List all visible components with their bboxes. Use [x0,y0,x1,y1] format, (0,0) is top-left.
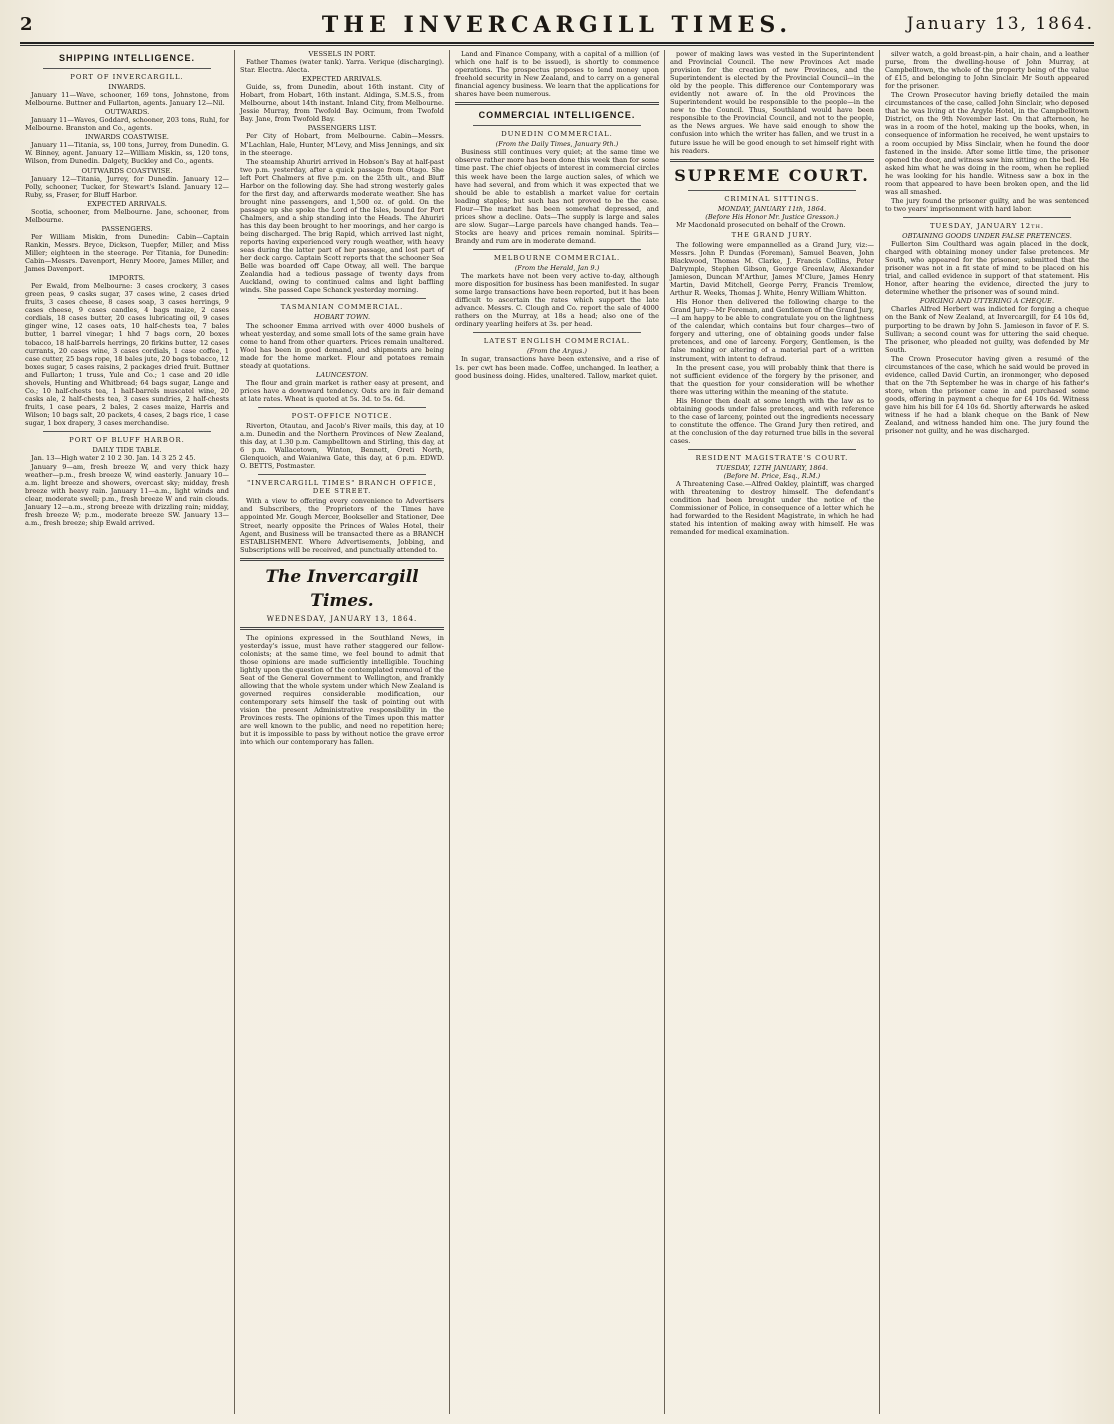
resident-date: TUESDAY, 12TH JANUARY, 1864. [715,464,829,473]
bluff-heading: PORT OF BLUFF HARBOR. [69,436,185,445]
coastwise-in-text: January 11—Titania, ss, 100 tons, Jurrey, from Dunedin. G. W. Binney, agent. January 12—William Miskin, ss, 120 tons, Wilson, from Dunedin. Dalgety, Buckley and Co., agents. [25,141,229,166]
column-1 [20,50,235,1414]
imports-label: IMPORTS. [109,274,145,283]
imports-text: Per Ewald, from Melbourne: 3 cases crockery, 3 cases green peas, 9 casks sugar, 37 cases wine, 2 cases dried fruits, 3 cases cheese, 8 cases soap, 3 cases herrings, 9 cases cheese, 9 cases candles, 4 bags maize, 2 cases cordials, 18 cases butter, 20 cases lubricating oil, 9 cases ginger wine, 12 cases oats, 10 half-chests tea, 7 bales butter, 1 barrel vinegar; 1 hhd 7 bags corn, 20 boxes tobacco, 18 half-barrels herrings, 20 firkins butter, 12 cases currants, 20 cases wine, 3 cases cordials, 1 case coffee, 1 case cutter, 25 bags rope, 18 bales jute, 20 bags tobacco, 12 boxes sugar, 5 cases raisins, 2 packages dried fruit. Buttner and Fullarton; 1 truss, Yule and Co.; 1 case and 20 idle shovels, Hunting and Whitbread; 64 bags sugar, Lange and Co.; 10 half-chests tea, 1 half-barrels muscatel wine, 20 casks ale, 2 half-chests tea, 3 cases sundries, 2 half-chests fruits, 1 case pears, 2 bales, 2 cases maize, Harris and Wilson; 10 bags salt, 20 packets, 4 cases, 2 bags rice, 1 case sugar, 1 box drapery, 3 cases merchandise. [25,282,229,427]
coastwise-out-text: January 12—Titania, Jurrey, for Dunedin. January 12—Polly, schooner, Tucker, for Stewart's Island. January 12—Ruby, ss, Fraser, for Bluff Harbor. [25,174,229,199]
grand-jury-heading: THE GRAND JURY. [731,230,813,239]
melbourne-heading: MELBOURNE COMMERCIAL. [493,253,621,262]
tasmania-subheading: HOBART TOWN. [313,313,371,322]
expected-label: EXPECTED ARRIVALS. [87,199,167,208]
dunedin-subheading: (From the Daily Times, January 9th.) [495,140,619,149]
newspaper-title: THE INVERCARGILL TIMES. [321,12,793,38]
court-text-5: His Honor then dealt at some length with the law as to obtaining goods under false pretences, and with reference to the case of larceny, pointed out the ingredients necessary to constitute the offence. The Grand Jury then retired, and at the conclusion of the day returned true bills in the several cases. [670,396,874,445]
column-4 [665,50,880,1414]
vessels-label: VESSELS IN PORT. [308,50,376,58]
passengers-text: Per William Miskin, from Dunedin: Cabin—Captain Rankin, Messrs. Bryce, Dickson, Tuepfer, Miller, and Miss Miller; eighteen in the steerage. Per Titania, for Dunedin: Cabin—Messrs. Davenport, Henry Moore, James Miller, and James Davenport. [25,232,229,274]
tuesday-heading: TUESDAY, JANUARY 12th. [930,221,1044,230]
trial-text-4: Charles Alfred Herbert was indicted for forging a cheque on the Bank of New Zealand, at Invercargill, for £4 10s 6d, purporting to be drawn by John S. Jamieson in favor of F. S. Sullivan; a second count was for uttering the said cheque. The prisoner, who pleaded not guilty, was defended by Mr South. [885,305,1089,354]
trial-text-2: The Crown Prosecutor having briefly detailed the main circumstances of the case, called John Sinclair, who deposed that he was living at the Argyle Hotel, in the Campbelltown District, on the 9th November last. On that afternoon, he was in a room of the hotel, making up the books, when, in consequence of information he received, he went upstairs to a room occupied by Miss Sinclair, when he found the door fastened in the inside. After some little time, the prisoner opened the door, and witness saw him sitting on the bed. He asked him what he was doing in the room, when he replied he was looking for his handle. Witness saw a box in the room that appeared to have been broken open, and the lid was all smashed. [885,91,1089,196]
resident-magistrate: (Before M. Price, Esq., R.M.) [723,472,821,481]
latest-subheading: (From the Argus.) [527,347,587,356]
shipping-narrative: The steamship Ahuriri arrived in Hobson's Bay at half-past two p.m. yesterday, after a quick passage from Otago. She left Port Chalmers at five p.m. on the 25th ult., and Bluff Harbor on the following day. She had strong westerly gales for the first day, and afterwards moderate weather. She has brought nine passengers, and 1,500 oz. of gold. On the passage up she spoke the Lord of the Isles, bound for Port Chalmers, and a ship standing into the Heads. The Ahuriri has this day been brought to her moorings, and her cargo is being discharged. The brig Rapid, which arrived last night, reports having experienced very rough weather, with heavy seas during the latter part of her passage, and lost part of her deck cargo. Captain Scott reports that the schooner Sea Belle was boarded off Cape Otway, all well. The barque Zealandia had a tedious passage of twenty days from Auckland, owing to continued calms and light baffling winds. She passed Cape Schanck yesterday morning. [240,157,444,295]
tides-text: Jan. 13—High water 2 10 2 30. Jan. 14 3 25 2 45. [31,454,196,463]
column-5 [880,50,1094,1414]
editorial-text: The opinions expressed in the Southland News, in yesterday's issue, must have rather staggered our fellow-colonists; at the same time, we feel bound to admit that those opinions are made sufficiently intelligible. Touching lightly upon the question of the contemplated removal of the Seat of the General Government to Wellington, and frankly allowing that the whole system under which New Zealand is governed requires considerable modification, our contemporary sets himself the task of pointing out with vision the present Administrative responsibility in the Provinces rests. The opinions of the Times upon this matter are well known to the public, and need no repetition here; but it is impossible to pass by without notice the grave error into which our contemporary has fallen. [240,633,444,747]
court-heading: SUPREME COURT. [674,165,870,185]
resident-heading: RESIDENT MAGISTRATE'S COURT. [695,454,849,463]
trial-text-1: silver watch, a gold breast-pin, a hair chain, and a leather purse, from the dwelling-house of John Murray, at Campbelltown, the whole of the property being of the value of £15, and belonging to John Sinclair. Mr South appeared for the prisoner. [885,50,1089,91]
post-office-heading: POST-OFFICE NOTICE. [291,411,393,420]
verdict-text: The jury found the prisoner guilty, and he was sentenced to two years' imprisonment with hard labor. [885,196,1089,213]
masthead-rule [20,45,1094,46]
court-text-3: His Honor then delivered the following charge to the Grand Jury:—Mr Foreman, and Gentlemen of the Grand Jury,—I am happy to be able to congratulate you on the lightness of the calendar, which contains but four charges—two of forgery and uttering, one of obtaining goods under false pretences, and one of larceny. Forgery, Gentlemen, is the false making or altering of a material part of a written instrument, with intent to defraud. [670,298,874,363]
trial-text-3: Fullerton Sim Coulthard was again placed in the dock, charged with obtaining money under false pretences. Mr South, who appeared for the prisoner, submitted that the prisoner was not in a fit state of mind to be placed on his trial, and called evidence in support of that statement. His Honor, after hearing the evidence, directed the jury to determine whether the prisoner was of sound mind. [885,240,1089,297]
coastwise-in-label: INWARDS COASTWISE. [85,133,169,142]
outwards-label: OUTWARDS. [104,108,150,117]
page-number: 2 [20,14,33,35]
post-office-text: Riverton, Otautau, and Jacob's River mails, this day, at 10 a.m. Dunedin and the Northern Provinces of New Zealand, this day, at 1.30 p.m. Campbelltown and Stirling, this day, at 6 p.m. Wallacetown, Winton, Bennett, Oreti North, Glenquoich, and Waianiwa Gate, this day, at 6 p.m. EDWD. O. BETTS, Postmaster. [240,422,444,471]
editorial-continued: power of making laws was vested in the Superintendent and Provincial Council. The new Provinces Act made provision for the creation of new Provinces, and the Superintendent is elected by the Provincial Council—in the old by the people. This difference our Contemporary was evidently not aware of. In the old Provinces the Superintendent would be responsible to the people—in the new to the Council. Thus, Southland would have been responsible to the Provincial Council, and not to the people, as the News argues. We have said enough to show the confusion into which the writer has fallen, and we trust in a future issue he will be good enough to set himself right with his readers. [670,50,874,155]
criminal-judge: (Before His Honor Mr. Justice Gresson.) [705,212,839,221]
false-pretences-heading: OBTAINING GOODS UNDER FALSE PRETENCES. [902,231,1072,240]
coastwise-out-label: OUTWARDS COASTWISE. [81,166,173,175]
outwards-text: January 11—Waves, Goddard, schooner, 203 tons, Ruhl, for Melbourne. Branston and Co., agents. [25,116,229,133]
court-text-1: Mr Macdonald prosecuted on behalf of the Crown. [676,220,846,229]
court-text-4: In the present case, you will probably think that there is not sufficient evidence of the forgery by the prisoner, and that the question for your consideration will be whether there was uttering within the meaning of the statute. [670,363,874,396]
dunedin-heading: DUNEDIN COMMERCIAL. [501,130,613,139]
criminal-heading: CRIMINAL SITTINGS. [724,194,820,203]
branch-office-text: With a view to offering every convenience to Advertisers and Subscribers, the Proprietors of the Times have appointed Mr. Gough Mercer, Bookseller and Stationer, Dee Street, nearly opposite the Princes of Wales Hotel, their Agent, and Business will be transacted there as a BRANCH ESTABLISHMENT. Where Advertisements, Jobbing, and Subscriptions will be received, and punctually attended to. [240,497,444,554]
passenger-list-text: Per City of Hobart, from Melbourne. Cabin—Messrs. M'Lachlan, Hale, Hunter, M'Levy, and Miss Jennings, and six in the steerage. [240,132,444,157]
branch-office-heading: "INVERCARGILL TIMES" BRANCH OFFICE, DEE STREET. [247,479,437,496]
forging-heading: FORGING AND UTTERING A CHEQUE. [919,297,1055,306]
court-text-2: The following were empannelled as a Grand Jury, viz:—Messrs. John P. Dundas (Foreman), Samuel Beaven, John Blackwood, Thomas M. Clarke, J. Francis Collins, Peter Dalrymple, Stephen Gibson, George Greenlaw, Alexander Jamieson, Duncan M'Arthur, James M'Clure, James Henry Martin, David Mitchell, George Perry, Francis Tremlow, Arthur R. Weeks, Thomas J. White, Henry William Whitton. [670,240,874,298]
tasmania-text: The schooner Emma arrived with over 4000 bushels of wheat yesterday, and some small lots of the same grain have come to hand from other quarters. Prices remain unaltered. Wool has been in good demand, and shipments are being made for the home market. Flour and potatoes remain steady at quotations. [240,321,444,370]
shipping-heading: SHIPPING INTELLIGENCE. [58,53,195,63]
tides-label: DAILY TIDE TABLE. [92,446,162,455]
port-heading: PORT OF INVERCARGILL. [70,73,184,81]
launceston-heading: LAUNCESTON. [315,370,369,379]
finance-text: Land and Finance Company, with a capital of a million (of which one half is to be issued), is shortly to commence operations. The prospectus proposes to lend money upon freehold security in New Zealand, and to carry on a general financial agency business. We learn that the applications for shares have been numerous. [455,50,659,99]
melbourne-text: The markets have not been very active to-day, although more disposition for business has been manifested. In sugar some large transactions have been reported, but it has been difficult to ascertain the rates which support the late advance. Messrs. C. Clough and Co. report the sale of 4000 rathers on the Murray, at 18s a head; also one of the ordinary yearling heifers at 3s. per head. [455,272,659,329]
issue-date: January 13, 1864. [906,14,1094,34]
passengers-label: PASSENGERS. [101,224,153,233]
melbourne-subheading: (From the Herald, Jan 9.) [514,263,600,272]
launceston-text: The flour and grain market is rather easy at present, and prices have a downward tendency. Oats are in fair demand at late rates. Wheat is quoted at 5s. 3d. to 5s. 6d. [240,378,444,403]
masthead [20,8,1094,44]
passenger-list-label: PASSENGERS LIST. [307,124,377,133]
column-2 [235,50,450,1414]
trial-text-5: The Crown Prosecutor having given a resumé of the circumstances of the case, which he said would be proved in evidence, called David Curtin, an ironmonger, who deposed that on the 7th September he was in charge of his father's store, when the prisoner came in and purchased some goods, offering in payment a cheque for £4 10s 6d. Witness gave him his bill for £4 10s 6d. Shortly afterwards he asked witness if he had a blank cheque on the Bank of New Zealand, and witness handed him one. The jury found the prisoner not guilty, and he was discharged. [885,354,1089,436]
expected-arrivals-text: Guide, ss, from Dunedin, about 16th instant. City of Hobart, from Hobart, 16th instant. Aldinga, S.M.S.S., from Melbourne, about 14th instant. Inland City, from Melbourne. Jessie Murray, from Twofold Bay. Ocimum, from Twofold Bay. Jane, from Twofold Bay. [240,83,444,124]
editorial-dateline: WEDNESDAY, JANUARY 13, 1864. [266,614,418,623]
columns [20,50,1094,1414]
court-text-6: A Threatening Case.—Alfred Oakley, plaintiff, was charged with threatening to destroy himself. The defendant's condition had been brought under the notice of the Commissioner of Police, in consequence of a letter which he had forwarded to the Resident Magistrate, in which he had stated his intention of making away with himself. He was remanded for medical examination. [670,480,874,537]
tasmania-heading: TASMANIAN COMMERCIAL. [280,303,404,312]
paper-nameplate: The Invercargill Times. [265,566,419,611]
commercial-heading: COMMERCIAL INTELLIGENCE. [478,110,636,121]
column-3 [450,50,665,1414]
dunedin-text: Business still continues very quiet; at the same time we observe rather more has been done this week than for some time past. The chief objects of interest in commercial circles this week have been the large auction sales, of which we have had several, and from which it was expected that we should be able to establish a market value for certain leading staples; but such has not proved to be the case. Flour—The market has been somewhat depressed, and prices show a decline. Oats—The supply is large and sales are slow. Sugar—Large parcels have changed hands. Tea—Stocks are heavy and prices remain nominal. Spirits—Brandy and rum are in moderate demand. [455,148,659,245]
expected-text: Scotia, schooner, from Melbourne. Jane, schooner, from Melbourne. [25,207,229,224]
vessels-text: Father Thames (water tank). Yarra. Verique (discharging). Star. Electra. Alecta. [240,58,444,75]
weather-text: January 9—am, fresh breeze W, and very thick hazy weather—p.m., fresh breeze W, wind easterly. January 10—a.m. light breeze and showers, overcast sky; midday, fresh breeze with heavy rain. January 11—a.m., light winds and clear, moderate swell; p.m., fresh breeze W and rain clouds. January 12—a.m., strong breeze with drizzling rain; midday, fresh breeze W; p.m., moderate breeze SW. January 13—a.m., fresh breeze; ship Ewald arrived. [25,463,229,528]
criminal-date: MONDAY, JANUARY 11th, 1864. [717,204,827,213]
latest-text: In sugar, transactions have been extensive, and a rise of 1s. per cwt has been made. Coffee, unchanged. In leather, a good business doing. Hides, unaltered. Tallow, market quiet. [455,355,659,380]
inwards-label: INWARDS. [108,83,146,92]
inwards-text: January 11—Wave, schooner, 169 tons, Johnstone, from Melbourne. Buttner and Fullarton, agents. January 12—Nil. [25,91,229,108]
latest-heading: LATEST ENGLISH COMMERCIAL. [483,337,631,346]
expected-arrivals-label: EXPECTED ARRIVALS. [302,75,382,84]
